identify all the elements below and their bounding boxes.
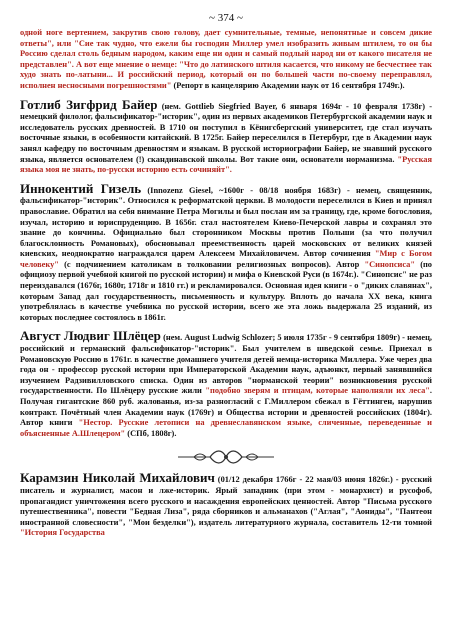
entry-quote: "подобно зверям и птицам, которые наполняли их леса" <box>205 386 430 396</box>
page-number: ~ 374 ~ <box>209 12 243 24</box>
entry-karamzin <box>20 470 432 539</box>
entry-text: (нем. Gottlieb Siegfried Bayer, 6 января 1694г - 10 февраля 1738г) - немецкий филолог, фальсификатор-"историк", один из первых академиков Петербургской академии наук и исследователь русских древностей. В 1710 он поступил в Кёнигсбергский университет, где стал изучать восточные языки, в особенности китайский. В 1725г. Байер переселился в Петербург, где в Академии наук занял кафедру по восточным древностям и языкам. В русской историографии Байер, не знавший русского языка, является основателем (!) скандинавской школы. Вот такие они, основатели норманизма. <box>20 101 433 164</box>
ornament-divider-icon <box>20 449 432 465</box>
entry-name: Август Людвиг Шлёцер <box>20 328 161 344</box>
entry-quote: "Мир с Богом человеку" <box>20 249 432 269</box>
entry-name: Иннокентий Гизель <box>20 180 142 196</box>
intro-quote: одной ноге вертением, закрутив свою голову, дает сумнительные, темные, непонятные и совсем дикие ответы", или "Сие так чудно, что ежели бы господин Миллер умел изобразить живым штилем, то он бы Россию сделал столь бедным народом, каким еще ни один и самый подлый народ ни от какого писателя не представлен". А вот еще мнение о немце: "Что до латинского штиля касается, что никому не бесчестнее так худо знать по-латыни... И российский период, который он по большей части по-своему переправлял, исполнен несносными погрешностями" <box>20 28 432 90</box>
intro-paragraph <box>20 28 432 92</box>
entry-text: (по официозу первой учебной книгой по русской истории) и мифа о Киевской Руси (в 1674г.). "Синопсис" не раз переиздавался (1676г, 1680г, 1718г и 1810 гг.) и рекламировался. Основная идея книги - о "диких славянах", которым Запад дал государственность, письменность и культуру. Вплоть до начала XX века, книга употреблялась в качестве учебника по русской истории, всего же эта ложь выдержала 25 изданий, из которых последнее состоялось в 1861г. <box>20 259 432 322</box>
entry-text: (01/12 декабря 1766г - 22 мая/03 июня 1826г.) - русский писатель и журналист, масон и лже-историк. Ярый западник (при этом - монархист) и русофоб, пропагандист уничтожения всего русского и насаждения европейских ценностей. Автор "Письма русского путешественника", повести "Бедная Лиза", ряда сборников и альманахов ("Аглая", "Аониды", "Пантеон иностранной словесности", "Мои безделки"), издатель литературного журнала, составитель 12-ти томной <box>20 475 432 527</box>
entry-quote: "Русская языка моя не знать, по-русски историю есть сочиняйт". <box>20 154 432 175</box>
entry-text: (Innozenz Giesel, ~1600г - 08/18 ноября 1683г) - немец, священник, фальсификатор-"историк". Относился к реформатской церкви. В молодости переселился в Киев и принял православие. Обратил на себя внимание Петра Могилы и был послан им за границу, где, кроме богословия, изучал, историю и юриспруденцию. В 1656г. стал настоятелем Киево-Печерской лавры и сохранял это звание до кончины. Официально был сторонником Москвы против Польши (за что получил благосклонность Романовых), обосновывал преемственность царей московских от великих князей киевских, неоднократно награждался царем Алексеем Михайловичем. Автор сочинения <box>20 185 432 259</box>
entry-gizel <box>20 180 432 324</box>
entry-quote: "История Государства <box>20 528 105 538</box>
entry-schlozer <box>20 328 433 439</box>
entry-text: (нем. August Ludwig Schlozer; 5 июля 1735г - 9 сентября 1809г) - немец, российский и германский фальсификатор-"историк". Был учителем в шведской семье. Приехал в Романовскую Россию в 1761г. в качестве домашнего учителя детей немца-историка Миллера. Уже через два года он - профессор русской истории при Императорской Академии наук, адъюнкт, первый занявшийся изучением Радзивилловского списка. Один из авторов "норманской теории" возникновения русской государственности. По Шлёцеру русские жили <box>20 333 433 396</box>
entry-quote: "Синопсиса" <box>364 259 416 269</box>
entry-name: Карамзин Николай Михайлович <box>20 470 215 486</box>
entry-bayer <box>20 96 433 176</box>
entry-text: (СПб, 1808г). <box>125 428 177 438</box>
intro-citation: (Репорт в канцелярию Академии наук от 16 сентября 1749г.). <box>171 80 405 90</box>
entry-name: Готлиб Зигфрид Байер <box>20 96 158 112</box>
entry-text: . Получая гигантские 860 руб. жалованья, из-за разногласий с Г.Миллером сбежал в Гёттинген, нарушив контракт. Почётный член Академии наук (1769г) и Общества истории и древностей российских (1804г). Автор книги <box>20 386 432 428</box>
entry-quote: "Нестор. Русские летописи на древнеславянском языке, сличенные, переведенные и объясненные А.Шлецером" <box>20 418 432 438</box>
entry-text: (с подчинением католикам в толковании религиозных вопросов). Автор <box>58 259 365 269</box>
